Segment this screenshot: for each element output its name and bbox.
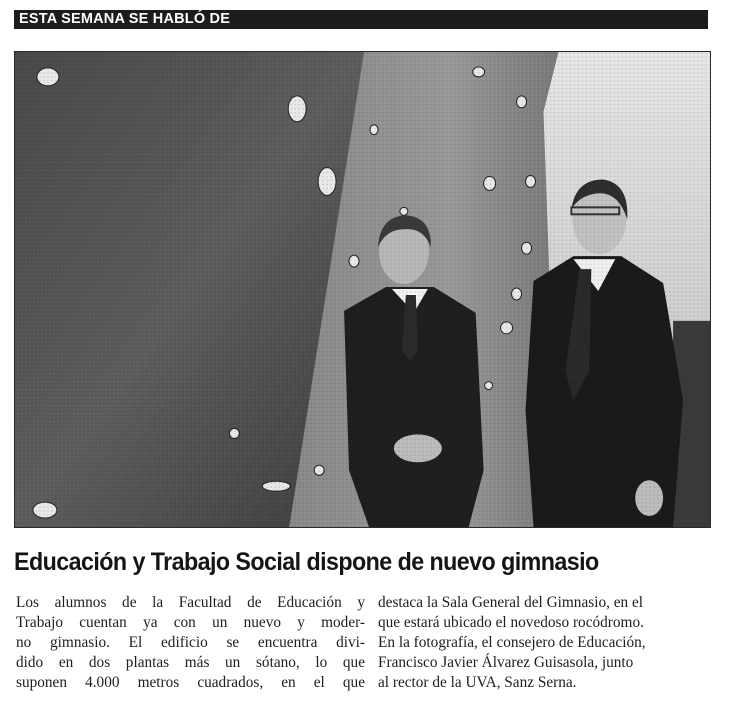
body-line: Los alumnos de la Facultad de Educación y: [16, 594, 365, 611]
body-line: no gimnasio. El edificio se encuentra divi-: [16, 634, 365, 651]
body-line: destaca la Sala General del Gimnasio, en el: [378, 594, 644, 611]
section-label: ESTA SEMANA SE HABLÓ DE: [19, 11, 231, 27]
article-headline: Educación y Trabajo Social dispone de nuevo gimnasio: [14, 548, 599, 576]
body-line: suponen 4.000 metros cuadrados, en el que: [16, 674, 365, 691]
body-line: Francisco Javier Álvarez Guisasola, junto: [378, 654, 634, 671]
body-line: En la fotografía, el consejero de Educación,: [378, 634, 646, 651]
body-line: al rector de la UVA, Sanz Serna.: [378, 674, 577, 691]
photo-illustration: [15, 52, 710, 527]
body-line: que estará ubicado el novedoso rocódromo.: [378, 614, 644, 631]
body-line: Trabajo cuentan ya con un nuevo y moder-: [16, 614, 365, 631]
article-body-right: [378, 593, 714, 693]
article-photo: [14, 51, 711, 528]
article-body-left: [16, 593, 365, 693]
body-line: dido en dos plantas más un sótano, lo que: [16, 654, 365, 671]
section-header: [14, 10, 708, 29]
